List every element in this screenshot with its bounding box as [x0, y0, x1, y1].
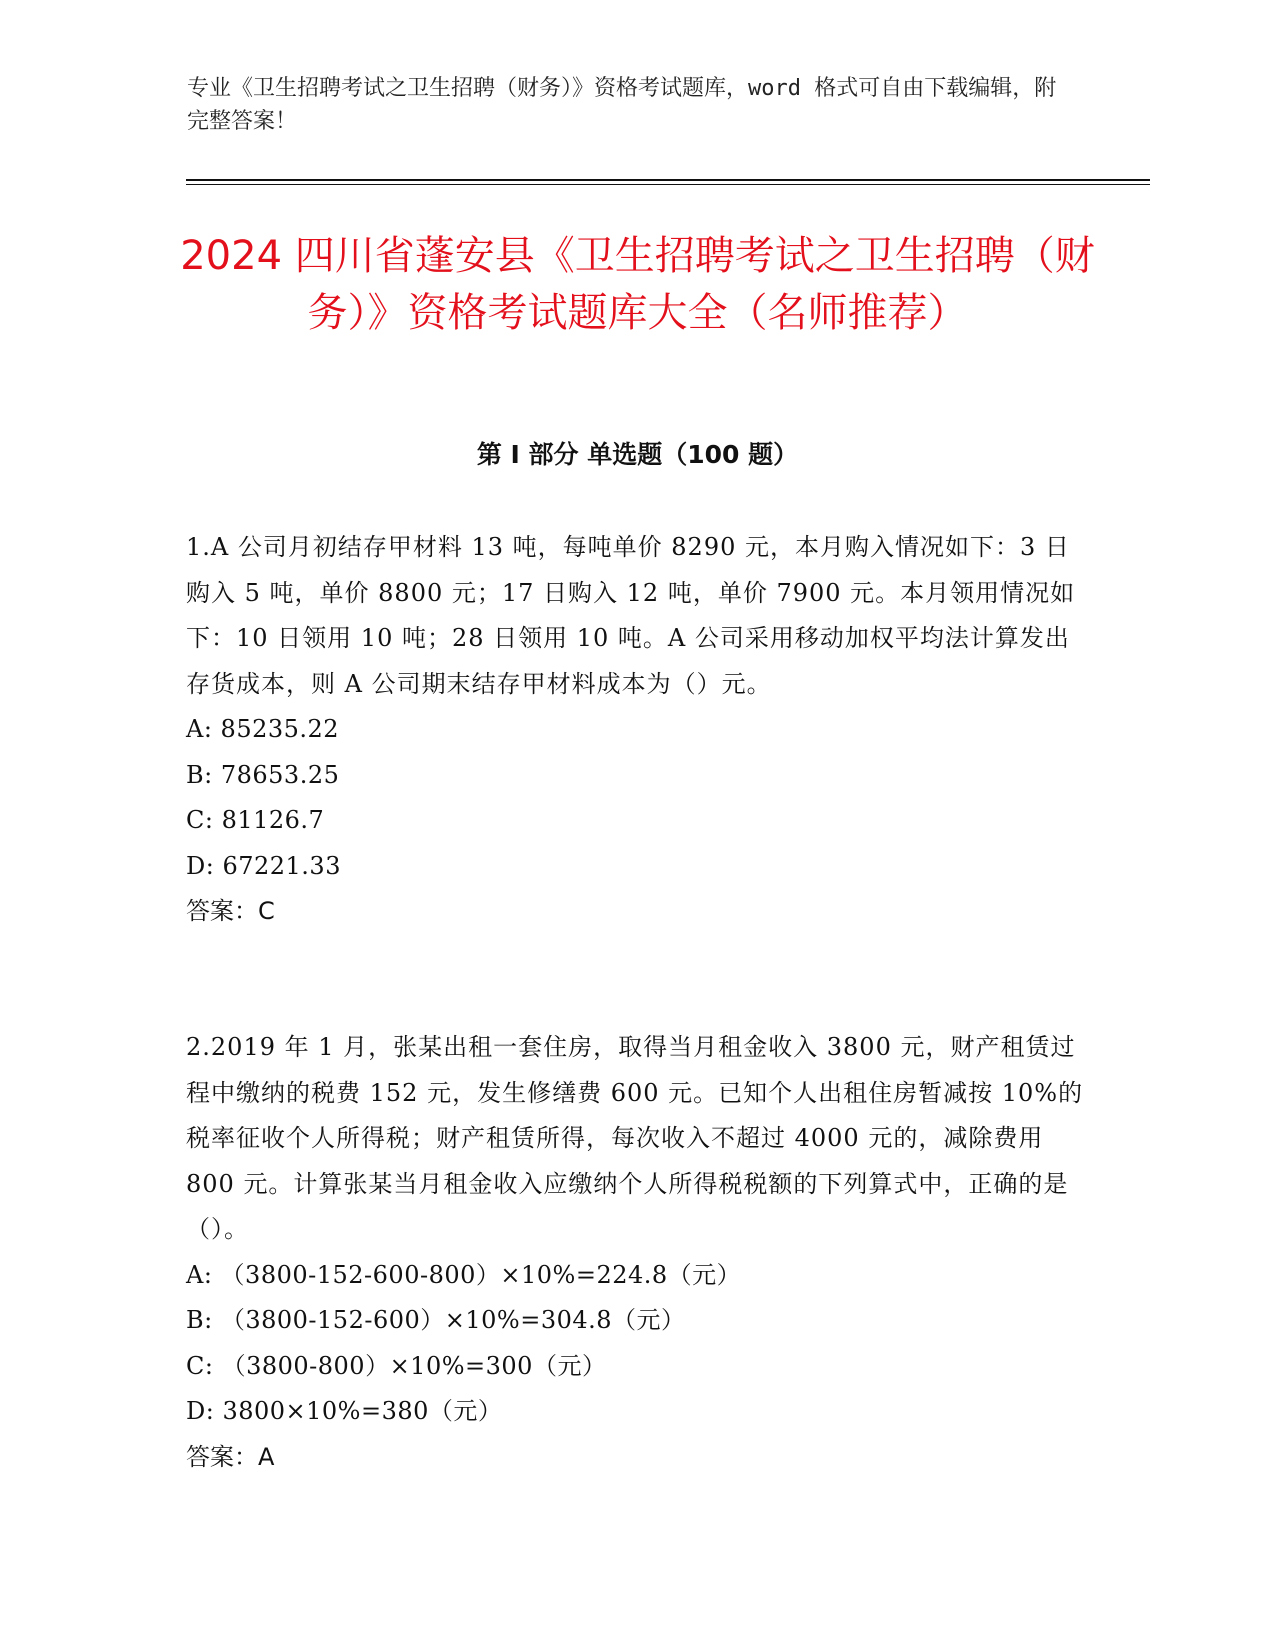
option-a: A: 85235.22 [186, 715, 340, 743]
answer: 答案：A [186, 1442, 275, 1471]
option-c: C: 81126.7 [186, 806, 325, 834]
header-note: 专业《卫生招聘考试之卫生招聘（财务）》资格考试题库，word 格式可自由下载编辑，附完整答案！ [187, 76, 1057, 134]
question-stem: 2.2019 年 1 月，张某出租一套住房，取得当月租金收入 3800 元，财产租赁过程中缴纳的税费 152 元，发生修缮费 600 元。已知个人出租住房暂减按 10%的税率征收个人所得税；财产租赁所得，每次收入不超过 4000 元的，减除费用 800 元。计算张某当月租金收入应缴纳个人所得税税额的下列算式中，正确的是（）。 [186, 1033, 1084, 1243]
question-2 [186, 1025, 1086, 1480]
option-b: B: 78653.25 [186, 760, 340, 789]
header-divider-thin [186, 184, 1150, 185]
option-d: D: 3800×10%=380（元） [186, 1397, 503, 1425]
option-c: C: （3800-800）×10%=300（元） [186, 1351, 607, 1380]
section-title: 第 I 部分 单选题（100 题） [476, 440, 799, 469]
option-a: A: （3800-152-600-800）×10%=224.8（元） [186, 1260, 742, 1289]
header-divider-thick [186, 179, 1150, 181]
question-stem: 1.A 公司月初结存甲材料 13 吨，每吨单价 8290 元，本月购入情况如下：3 日购入 5 吨，单价 8800 元；17 日购入 12 吨，单价 7900 元。本月领用情况如下：10 日领用 10 吨；28 日领用 10 吨。A 公司采用移动加权平均法计算发出存货成本，则 A 公司期末结存甲材料成本为（）元。 [186, 533, 1076, 698]
answer: 答案：C [186, 897, 275, 925]
option-b: B: （3800-152-600）×10%=304.8（元） [186, 1306, 686, 1334]
document-title: 2024 四川省蓬安县《卫生招聘考试之卫生招聘（财务）》资格考试题库大全（名师推荐） [180, 233, 1095, 336]
question-1 [186, 525, 1086, 935]
option-d: D: 67221.33 [186, 851, 341, 880]
